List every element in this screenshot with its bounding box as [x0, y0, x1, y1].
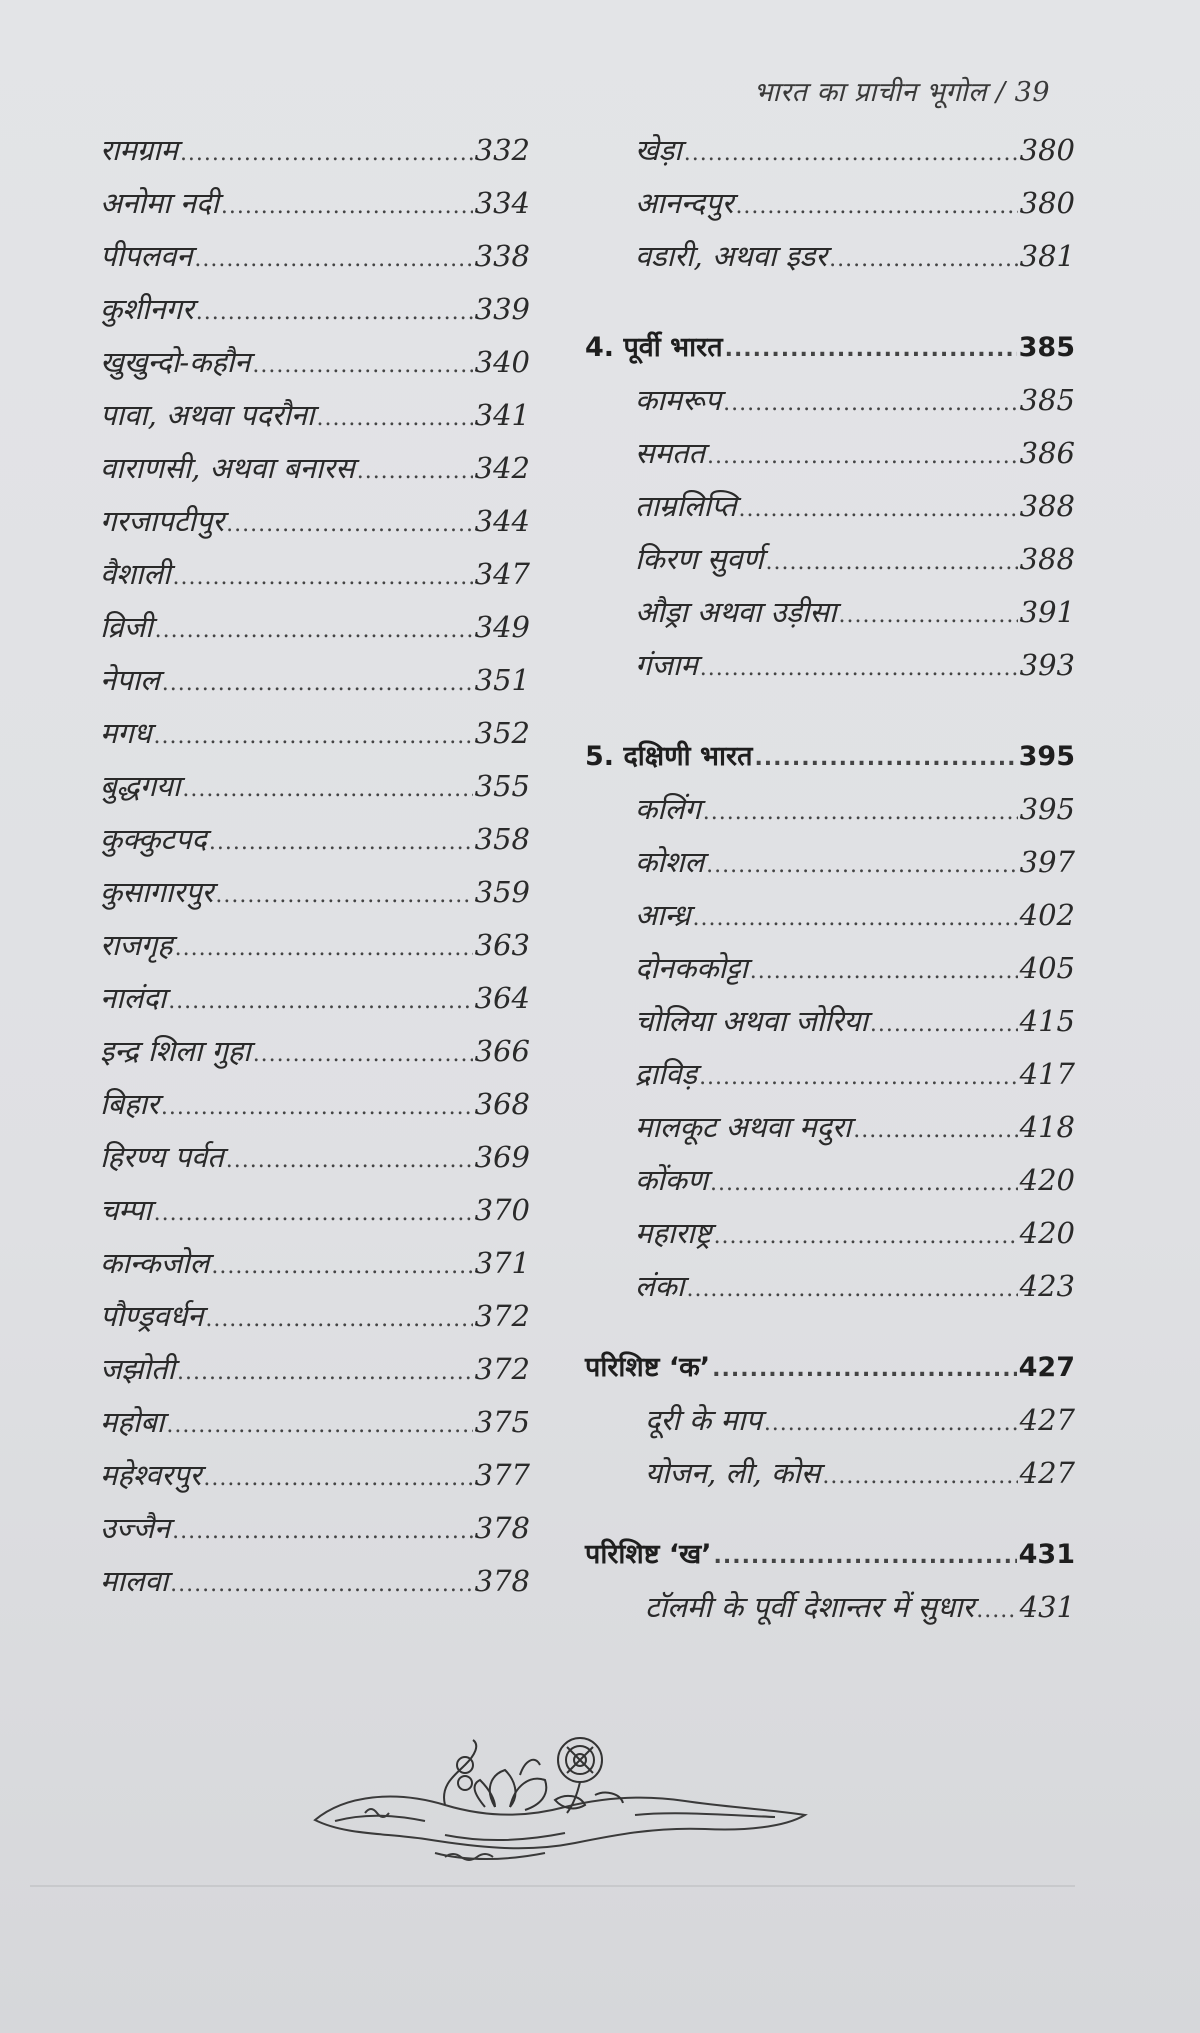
toc-entry	[585, 645, 1075, 698]
dot-leader	[166, 1413, 472, 1438]
entry-page-number: 378	[474, 1564, 530, 1598]
entry-title: खुखुन्दो-कहौन	[100, 345, 251, 379]
dot-leader	[194, 247, 472, 272]
entry-page-number: 417	[1019, 1057, 1075, 1091]
toc-entry	[585, 1400, 1075, 1453]
entry-page-number: 402	[1019, 898, 1075, 932]
dot-leader	[226, 512, 472, 537]
entry-title: समतत	[635, 436, 706, 470]
entry-title: व्रिजी	[100, 610, 153, 644]
dot-leader	[161, 1095, 473, 1120]
dot-leader	[203, 1466, 472, 1491]
dot-leader	[750, 959, 1018, 984]
dot-leader	[700, 656, 1018, 681]
entry-page-number: 334	[474, 186, 530, 220]
entry-page-number: 342	[474, 451, 530, 485]
toc-entry	[100, 1508, 530, 1561]
entry-page-number: 352	[474, 716, 530, 750]
dot-leader	[170, 1572, 472, 1597]
toc-entry	[100, 713, 530, 766]
dot-leader	[976, 1598, 1017, 1623]
toc-entry	[585, 1160, 1075, 1213]
entry-title: 4. पूर्वी भारत	[585, 332, 723, 363]
toc-entry	[585, 1587, 1075, 1640]
dot-leader	[710, 1171, 1018, 1196]
entry-page-number: 364	[474, 981, 530, 1015]
dot-leader	[215, 883, 472, 908]
dot-leader	[725, 337, 1017, 362]
toc-entry	[585, 1453, 1075, 1506]
entry-page-number: 395	[1019, 792, 1075, 826]
entry-title: मालकूट अथवा मदुरा	[635, 1110, 852, 1144]
entry-page-number: 341	[474, 398, 530, 432]
toc-entry	[585, 1001, 1075, 1054]
entry-page-number: 385	[1018, 332, 1075, 363]
entry-page-number: 380	[1019, 186, 1075, 220]
entry-page-number: 427	[1018, 1352, 1075, 1383]
entry-title: बुद्धगया	[100, 769, 181, 803]
toc-entry	[100, 1349, 530, 1402]
entry-title: मालवा	[100, 1564, 169, 1598]
entry-title: आनन्दपुर	[635, 186, 734, 220]
entry-title: कुसागारपुर	[100, 875, 214, 909]
toc-entry	[585, 592, 1075, 645]
entry-page-number: 431	[1019, 1590, 1075, 1624]
toc-entry	[100, 395, 530, 448]
dot-leader	[180, 141, 473, 166]
toc-entry	[585, 539, 1075, 592]
section-spacer	[585, 289, 1075, 327]
dot-leader	[357, 459, 473, 484]
entry-title: आन्ध्र	[635, 898, 691, 932]
toc-entry	[100, 130, 530, 183]
dot-leader	[209, 830, 473, 855]
entry-title: किरण सुवर्ण	[635, 542, 764, 576]
entry-page-number: 427	[1019, 1456, 1075, 1490]
entry-title: परिशिष्ट ‘क’	[585, 1352, 711, 1383]
toc-entry	[585, 1266, 1075, 1319]
entry-page-number: 385	[1019, 383, 1075, 417]
toc-section-heading	[585, 736, 1075, 789]
toc-entry	[100, 1402, 530, 1455]
entry-title: टॉलमी के पूर्वी देशान्तर में सुधार	[645, 1590, 975, 1624]
lotus-ornament-icon	[305, 1735, 825, 1875]
entry-title: अनोमा नदी	[100, 186, 219, 220]
toc-section-heading	[585, 1347, 1075, 1400]
dot-leader	[686, 1277, 1017, 1302]
toc-entry	[585, 1107, 1075, 1160]
toc-entry	[100, 607, 530, 660]
entry-page-number: 388	[1019, 489, 1075, 523]
entry-title: जझोती	[100, 1352, 175, 1386]
dot-leader	[839, 603, 1018, 628]
toc-entry	[100, 448, 530, 501]
toc-section-heading	[585, 327, 1075, 380]
toc-entry	[585, 130, 1075, 183]
entry-title: कुशीनगर	[100, 292, 194, 326]
dot-leader	[252, 353, 472, 378]
entry-title: कान्कजोल	[100, 1246, 210, 1280]
dot-leader	[712, 1357, 1016, 1382]
entry-page-number: 397	[1019, 845, 1075, 879]
toc-entry	[100, 1084, 530, 1137]
toc-entry	[585, 842, 1075, 895]
toc-entry	[100, 1455, 530, 1508]
entry-page-number: 359	[474, 875, 530, 909]
entry-title: वाराणसी, अथवा बनारस	[100, 451, 355, 485]
dot-leader	[205, 1307, 472, 1332]
entry-title: इन्द्र शिला गुहा	[100, 1034, 251, 1068]
entry-page-number: 340	[474, 345, 530, 379]
dot-leader	[168, 989, 472, 1014]
entry-title: लंका	[635, 1269, 685, 1303]
dot-leader	[735, 194, 1017, 219]
dot-leader	[766, 550, 1018, 575]
dot-leader	[870, 1012, 1018, 1037]
entry-page-number: 339	[474, 292, 530, 326]
entry-title: चोलिया अथवा जोरिया	[635, 1004, 868, 1038]
entry-page-number: 427	[1019, 1403, 1075, 1437]
entry-page-number: 366	[474, 1034, 530, 1068]
toc-entry	[100, 1243, 530, 1296]
entry-page-number: 375	[474, 1405, 530, 1439]
entry-title: कोशल	[635, 845, 705, 879]
entry-title: महोबा	[100, 1405, 165, 1439]
dot-leader	[829, 247, 1018, 272]
dot-leader	[739, 497, 1018, 522]
dot-leader	[154, 724, 473, 749]
dot-leader	[707, 444, 1018, 469]
entry-title: खेड़ा	[635, 133, 682, 167]
entry-page-number: 420	[1019, 1216, 1075, 1250]
dot-leader	[162, 671, 473, 696]
entry-page-number: 405	[1019, 951, 1075, 985]
dot-leader	[196, 300, 473, 325]
entry-page-number: 347	[474, 557, 530, 591]
running-header: भारत का प्राचीन भूगोल / 39	[753, 77, 1050, 108]
toc-entry	[100, 766, 530, 819]
entry-page-number: 358	[474, 822, 530, 856]
toc-entry	[585, 433, 1075, 486]
entry-title: कोंकण	[635, 1163, 709, 1197]
toc-entry	[100, 289, 530, 342]
toc-entry	[100, 1561, 530, 1614]
entry-title: हिरण्य पर्वत	[100, 1140, 224, 1174]
toc-entry	[100, 183, 530, 236]
dot-leader	[221, 194, 473, 219]
entry-title: कुक्कुटपद	[100, 822, 207, 856]
entry-title: कामरूप	[635, 383, 722, 417]
entry-page-number: 369	[474, 1140, 530, 1174]
entry-page-number: 344	[474, 504, 530, 538]
dot-leader	[693, 906, 1018, 931]
entry-page-number: 386	[1019, 436, 1075, 470]
toc-entry	[585, 895, 1075, 948]
entry-title: उज्जैन	[100, 1511, 171, 1545]
entry-title: ताम्रलिप्ति	[635, 489, 737, 523]
toc-entry	[585, 380, 1075, 433]
entry-page-number: 372	[474, 1299, 530, 1333]
entry-title: परिशिष्ट ‘ख’	[585, 1539, 712, 1570]
entry-page-number: 393	[1019, 648, 1075, 682]
toc-entry	[585, 948, 1075, 1001]
entry-title: गरजापटीपुर	[100, 504, 225, 538]
page-border-line	[30, 1885, 1075, 1887]
entry-title: वैशाली	[100, 557, 171, 591]
entry-title: पावा, अथवा पदरौना	[100, 398, 315, 432]
entry-page-number: 332	[474, 133, 530, 167]
entry-title: राजगृह	[100, 928, 173, 962]
toc-entry	[585, 789, 1075, 842]
entry-page-number: 415	[1019, 1004, 1075, 1038]
entry-page-number: 351	[474, 663, 530, 697]
dot-leader	[822, 1464, 1017, 1489]
entry-title: योजन, ली, कोस	[645, 1456, 821, 1490]
entry-page-number: 380	[1019, 133, 1075, 167]
toc-entry	[100, 554, 530, 607]
dot-leader	[684, 141, 1018, 166]
toc-entry	[585, 236, 1075, 289]
entry-page-number: 368	[474, 1087, 530, 1121]
entry-title: नालंदा	[100, 981, 167, 1015]
entry-title: बिहार	[100, 1087, 159, 1121]
dot-leader	[182, 777, 472, 802]
toc-section-heading	[585, 1534, 1075, 1587]
entry-page-number: 371	[474, 1246, 530, 1280]
entry-page-number: 388	[1019, 542, 1075, 576]
entry-page-number: 338	[474, 239, 530, 273]
toc-entry	[100, 236, 530, 289]
dot-leader	[253, 1042, 473, 1067]
dot-leader	[177, 1360, 473, 1385]
dot-leader	[754, 746, 1016, 771]
entry-page-number: 418	[1019, 1110, 1075, 1144]
entry-page-number: 372	[474, 1352, 530, 1386]
dot-leader	[173, 565, 473, 590]
entry-page-number: 377	[474, 1458, 530, 1492]
toc-right-column	[585, 130, 1075, 1640]
toc-left-column	[100, 130, 530, 1614]
section-spacer	[585, 1319, 1075, 1347]
toc-entry	[100, 1031, 530, 1084]
entry-page-number: 370	[474, 1193, 530, 1227]
entry-title: महाराष्ट्र	[635, 1216, 712, 1250]
dot-leader	[211, 1254, 472, 1279]
toc-entry	[100, 1137, 530, 1190]
entry-title: महेश्वरपुर	[100, 1458, 202, 1492]
toc-entry	[100, 819, 530, 872]
entry-title: पौण्ड्रवर्धन	[100, 1299, 204, 1333]
toc-entry	[585, 183, 1075, 236]
entry-title: कलिंग	[635, 792, 701, 826]
section-spacer	[585, 1506, 1075, 1534]
section-spacer	[585, 698, 1075, 736]
entry-title: रामग्राम	[100, 133, 178, 167]
entry-page-number: 349	[474, 610, 530, 644]
toc-entry	[100, 872, 530, 925]
entry-title: नेपाल	[100, 663, 160, 697]
dot-leader	[723, 391, 1018, 416]
entry-title: चम्पा	[100, 1193, 152, 1227]
toc-entry	[100, 660, 530, 713]
toc-entry	[100, 501, 530, 554]
dot-leader	[714, 1224, 1018, 1249]
entry-page-number: 423	[1019, 1269, 1075, 1303]
entry-title: औड्रा अथवा उड़ीसा	[635, 595, 837, 629]
toc-entry	[100, 978, 530, 1031]
entry-page-number: 378	[474, 1511, 530, 1545]
toc-entry	[100, 1190, 530, 1243]
toc-entry	[585, 1054, 1075, 1107]
dot-leader	[316, 406, 472, 431]
dot-leader	[699, 1065, 1018, 1090]
toc-entry	[100, 1296, 530, 1349]
toc-entry	[100, 925, 530, 978]
entry-title: दूरी के माप	[645, 1403, 762, 1437]
entry-page-number: 391	[1019, 595, 1075, 629]
entry-page-number: 363	[474, 928, 530, 962]
entry-title: 5. दक्षिणी भारत	[585, 741, 753, 772]
toc-entry	[585, 486, 1075, 539]
dot-leader	[764, 1411, 1018, 1436]
entry-page-number: 395	[1018, 741, 1075, 772]
dot-leader	[853, 1118, 1017, 1143]
dot-leader	[226, 1148, 473, 1173]
entry-title: गंजाम	[635, 648, 698, 682]
entry-page-number: 355	[474, 769, 530, 803]
dot-leader	[154, 1201, 473, 1226]
toc-entry	[585, 1213, 1075, 1266]
toc-entry	[100, 342, 530, 395]
entry-title: द्राविड़	[635, 1057, 698, 1091]
entry-page-number: 381	[1019, 239, 1075, 273]
dot-leader	[155, 618, 473, 643]
dot-leader	[172, 1519, 473, 1544]
entry-page-number: 420	[1019, 1163, 1075, 1197]
entry-title: मगध	[100, 716, 152, 750]
entry-title: दोनककोट्टा	[635, 951, 748, 985]
dot-leader	[706, 853, 1017, 878]
entry-page-number: 431	[1018, 1539, 1075, 1570]
dot-leader	[703, 800, 1018, 825]
entry-title: वडारी, अथवा इडर	[635, 239, 828, 273]
dot-leader	[175, 936, 473, 961]
entry-title: पीपलवन	[100, 239, 193, 273]
dot-leader	[714, 1544, 1017, 1569]
